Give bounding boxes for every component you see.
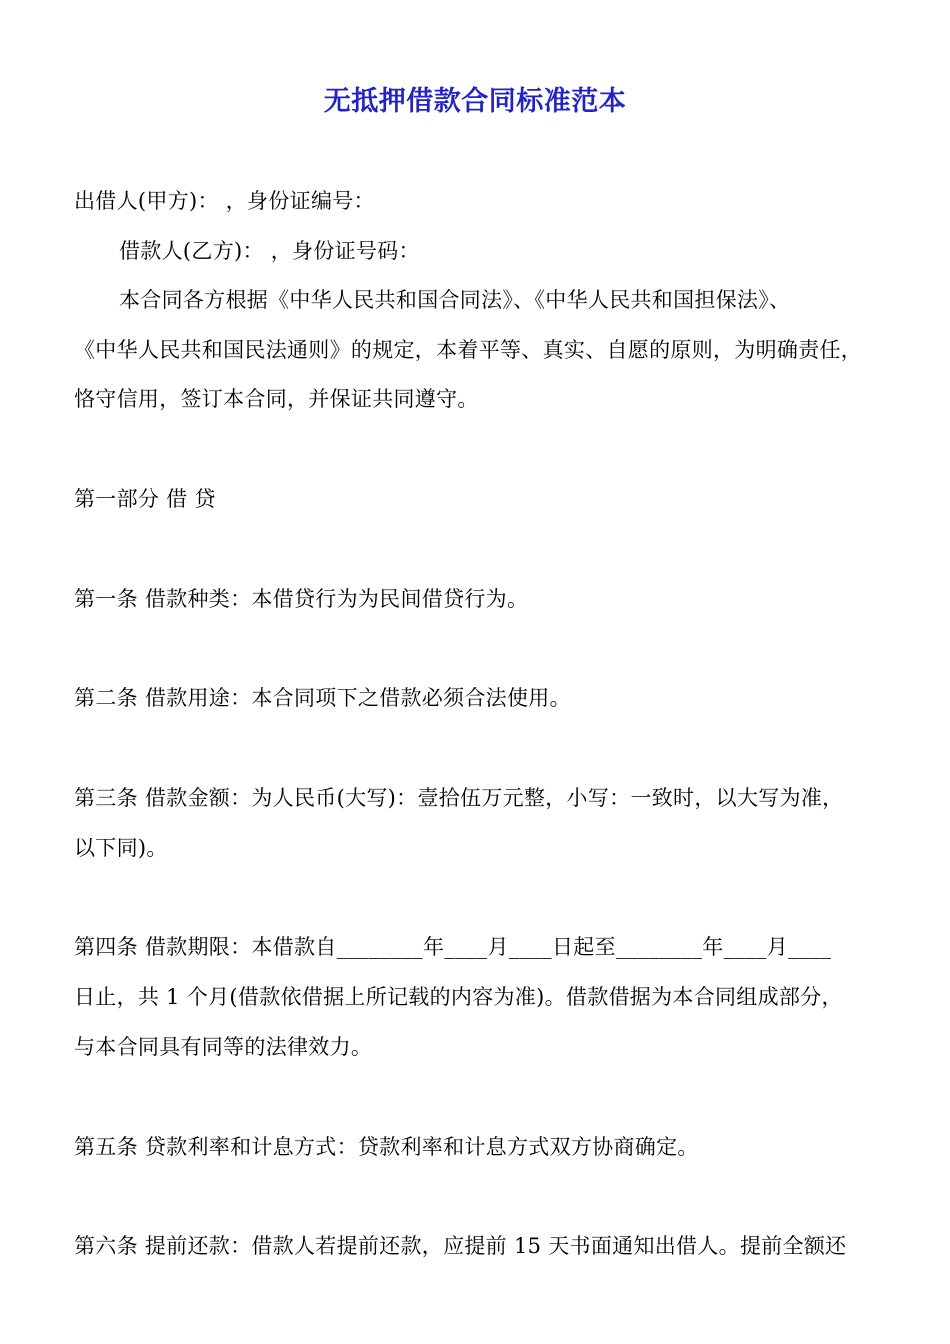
article-2: 第二条 借款用途：本合同项下之借款必须合法使用。 [74, 686, 571, 710]
document-title: 无抵押借款合同标准范本 [323, 86, 627, 117]
article-5: 第五条 贷款利率和计息方式：贷款利率和计息方式双方协商确定。 [74, 1135, 699, 1159]
article-4-line-2: 日止，共 1 个月(借款依借据上所记载的内容为准)。借款借据为本合同组成部分， [74, 985, 843, 1009]
article-4-line-3: 与本合同具有同等的法律效力。 [74, 1035, 373, 1059]
lender-line: 出借人(甲方)： ，身份证编号： [74, 189, 375, 213]
article-3-line-1: 第三条 借款金额：为人民币(大写)：壹拾伍万元整，小写：一致时，以大写为准， [74, 786, 844, 810]
article-4-line-1: 第四条 借款期限：本借款自________年____月____日起至________年____月____ [74, 935, 832, 959]
preamble-line-3: 恪守信用，签订本合同，并保证共同遵守。 [74, 387, 479, 411]
article-3-line-2: 以下同)。 [74, 836, 168, 860]
part-one-heading: 第一部分 借 贷 [74, 487, 216, 511]
preamble-line-2: 《中华人民共和国民法通则》的规定，本着平等、真实、自愿的原则，为明确责任， [74, 338, 863, 362]
borrower-line: 借款人(乙方)： ，身份证号码： [119, 239, 420, 263]
article-6-line-1: 第六条 提前还款：借款人若提前还款，应提前 15 天书面通知出借人。提前全额还 [74, 1234, 847, 1258]
article-1: 第一条 借款种类：本借贷行为为民间借贷行为。 [74, 587, 529, 611]
preamble-line-1: 本合同各方根据《中华人民共和国合同法》、《中华人民共和国担保法》、 [119, 288, 791, 312]
